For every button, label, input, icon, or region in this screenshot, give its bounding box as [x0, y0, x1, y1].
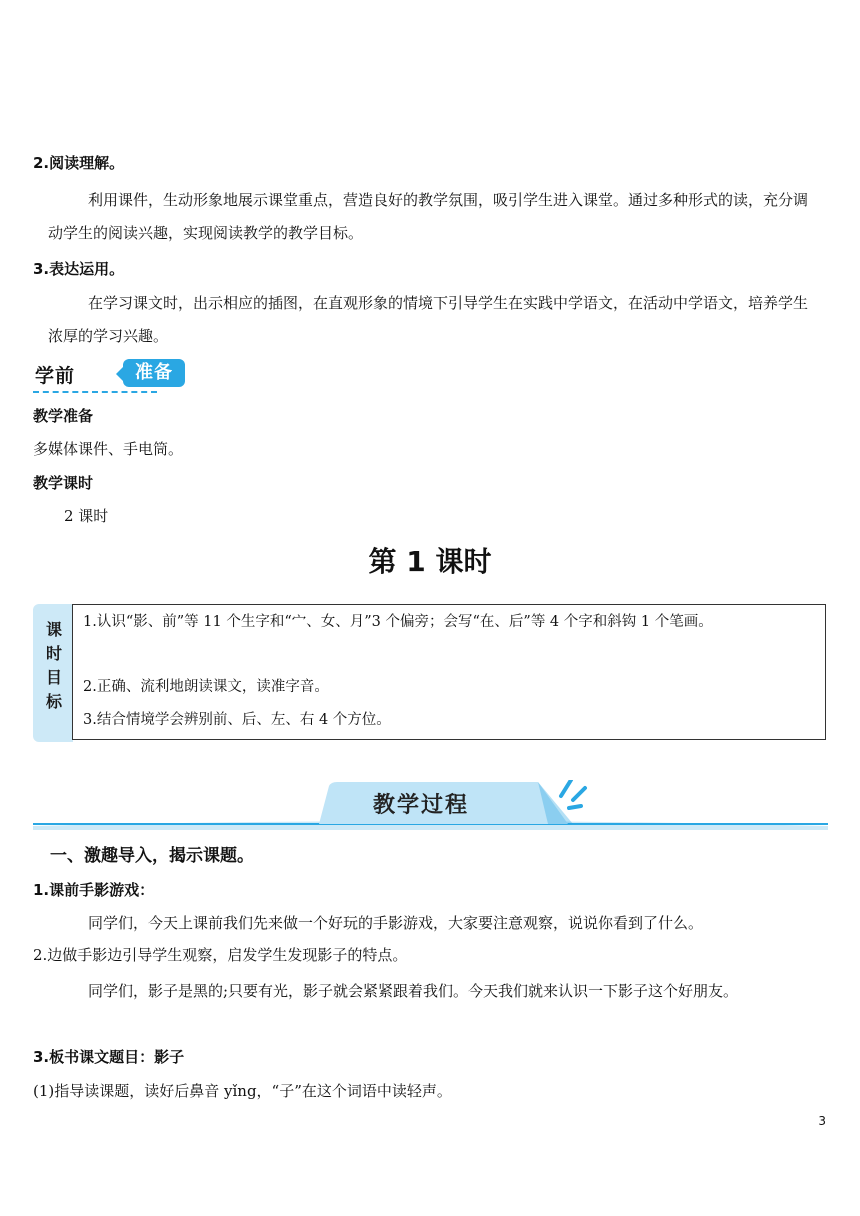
expression-text: 在学习课文时，出示相应的插图，在直观形象的情境下引导学生在实践中学语文，在活动中学语文，培养学生浓厚的学习兴趣。 [48, 294, 809, 345]
item3-heading: 3.板书课文题目：影子 [33, 1048, 185, 1066]
reading-heading: 2.阅读理解。 [33, 154, 125, 172]
item1-heading: 1.课前手影游戏： [33, 881, 155, 899]
prep-tag-dashline [33, 391, 157, 393]
goal-tab-char: 目 [45, 668, 62, 687]
teaching-prep-heading: 教学准备 [33, 407, 94, 425]
process-banner-title: 教学过程 [373, 793, 470, 818]
goal-tab [33, 604, 73, 742]
prep-section-tag [33, 357, 173, 393]
goal-tab-char: 时 [45, 644, 62, 663]
item2-heading: 2.边做手影边引导学生观察，启发学生发现影子的特点。 [33, 946, 408, 964]
teaching-prep-text: 多媒体课件、手电筒。 [33, 440, 184, 458]
lesson-title: 第 1 课时 [368, 545, 492, 578]
goal-tab-char: 标 [45, 692, 62, 711]
page-number: 3 [818, 1114, 826, 1128]
expression-heading: 3.表达运用。 [33, 260, 125, 278]
teaching-hours-heading: 教学课时 [33, 474, 94, 492]
goal-item: 1.认识“影、前”等 11 个生字和“宀、女、月”3 个偏旁；会写“在、后”等 4 个字和斜钩 1 个笔画。 [83, 614, 713, 630]
goal-item: 2.正确、流利地朗读课文，读准字音。 [83, 679, 329, 695]
goal-item: 3.结合情境学会辨别前、后、左、右 4 个方位。 [83, 712, 391, 728]
prep-tag-part2: 准备 [123, 359, 185, 387]
goal-box [72, 604, 826, 740]
goal-tab-char: 课 [45, 620, 62, 639]
item3-sub: (1)指导读课题，读好后鼻音 yǐng，“子”在这个词语中读轻声。 [33, 1082, 452, 1100]
section1-heading: 一、激趣导入，揭示课题。 [50, 846, 254, 866]
teaching-hours-text: 2 课时 [64, 507, 109, 525]
item1-text: 同学们，今天上课前我们先来做一个好玩的手影游戏，大家要注意观察，说说你看到了什么。 [88, 914, 704, 932]
reading-text: 利用课件，生动形象地展示课堂重点，营造良好的教学氛围，吸引学生进入课堂。通过多种形式的读，充分调动学生的阅读兴趣，实现阅读教学的教学目标。 [48, 191, 809, 242]
item2-text: 同学们，影子是黑的;只要有光，影子就会紧紧跟着我们。今天我们就来认识一下影子这个好朋友。 [88, 982, 739, 1000]
process-banner [33, 780, 828, 830]
prep-tag-part1: 学前 [35, 365, 76, 387]
